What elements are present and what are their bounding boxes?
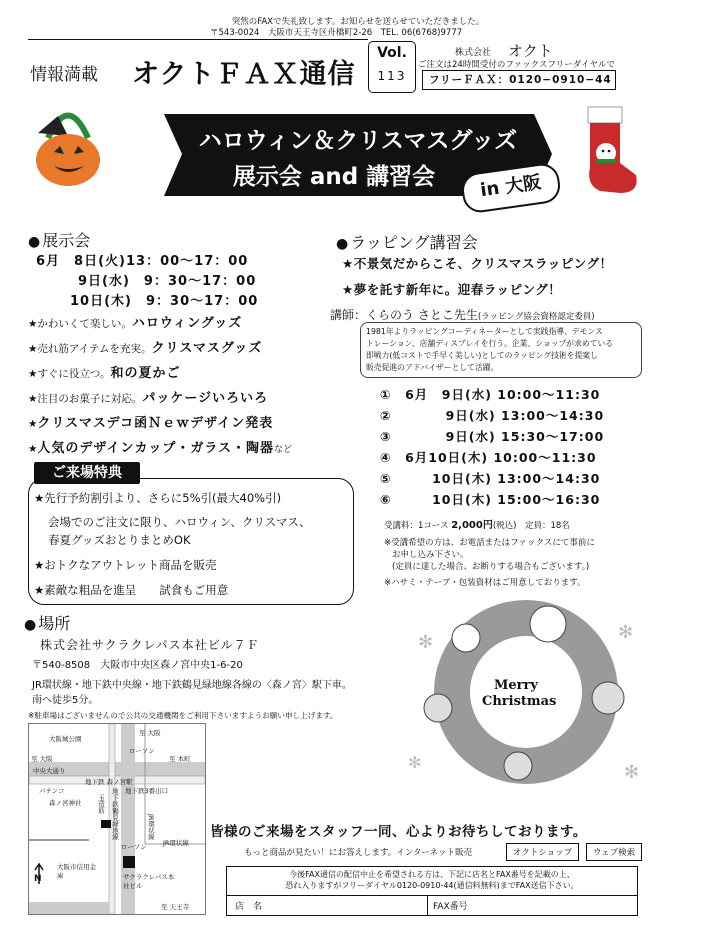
map-lawson-2: ローソン xyxy=(121,843,147,851)
session-6: ⑥ 10日(木) 15:00〜16:30 xyxy=(380,492,601,507)
wrapping-heading: ● ラッピング講習会 xyxy=(336,233,478,252)
header-address: 〒543-0024 大阪市天王寺区舟橋町2-26 TEL. 06(6768)9777 xyxy=(210,28,463,38)
session-3: ③ 9日(水) 15:30〜17:00 xyxy=(380,429,605,444)
note-2: お申し込み下さい。 xyxy=(392,550,469,560)
bio-line-4: 販売促進のアドバイザーとして活躍。 xyxy=(366,363,499,372)
venue-parking-note: ※駐車場はございませんので公共の交通機関をご利用下さいますようお願い申し上げます。 xyxy=(28,711,338,720)
wrapping-bullet-1: ★不景気だからこそ、クリスマスラッピング！ xyxy=(342,256,613,271)
volume-box xyxy=(368,41,416,93)
map-osakajo: 大阪城公園 xyxy=(49,735,82,743)
optout-line-1: 今後FAX通信の配信中止を希望される方は、下記に店名とFAX番号を記載の上、 xyxy=(289,870,575,879)
wrapping-bullet-2: ★夢を託す新年に。迎春ラッピング！ xyxy=(342,282,562,297)
venue-access-1: JR環状線・地下鉄中央線・地下鉄鶴見緑地線各線の〈森ノ宮〉駅下車。 xyxy=(32,680,352,691)
venue-name: 株式会社サクラクレパス本社ビル７Ｆ xyxy=(40,638,260,652)
note-1: ※受講希望の方は、お電話またはファックスにて事前に xyxy=(384,538,595,548)
map-pachinko: パチンコ xyxy=(39,787,65,795)
map-chuo-dori: 中央大通り xyxy=(33,767,66,775)
session-1: ① 6月 9日(水) 10:00〜11:30 xyxy=(380,387,601,402)
svg-text:✻: ✻ xyxy=(618,622,634,643)
fax-number-label: FAX番号 xyxy=(433,902,468,912)
map-shrine: 森ノ宮神社 xyxy=(49,799,82,807)
header-notice: 突然のFAXで失礼致します。お知らせを送らせていただきました。 xyxy=(231,17,485,27)
session-4: ④ 6月10日(木) 10:00〜11:30 xyxy=(380,450,597,465)
shop-name-label: 店 名 xyxy=(235,902,263,912)
map-metro-line: 地下鉄鶴見緑地線 xyxy=(111,788,119,840)
company-label: 株式会社 xyxy=(455,48,492,58)
net-note: もっと商品が見たい！にお答えします。インターネット販売 xyxy=(244,848,473,858)
exhibition-heading: ● 展示会 xyxy=(28,231,91,250)
map-osaka-dir: 至 大阪 xyxy=(139,729,161,737)
banner-line1: ハロウィン＆クリスマスグッズ xyxy=(198,128,518,154)
volume-number: 113 xyxy=(377,69,407,83)
schedule-day2: 9日(水) 9：30〜17：00 xyxy=(78,274,257,289)
note-4: ※ハサミ・テープ・包装資材はご用意しております。 xyxy=(384,578,586,588)
special-item-4: ★おトクなアウトレット商品を販売 xyxy=(34,558,217,572)
banner-badge: in 大阪 xyxy=(460,161,563,214)
svg-text:✻: ✻ xyxy=(624,762,640,783)
octo-shop-button[interactable]: オクトショップ xyxy=(506,843,579,861)
special-item-3: 春夏グッズおとりまとめOK xyxy=(48,533,191,547)
wreath-text-merry: Merry xyxy=(494,678,538,693)
banner-line2: 展示会 and 講習会 xyxy=(232,164,436,190)
optout-line-2: 恐れ入りますがフリーダイヤル0120-0910-44(通信料無料)までFAX送信下さい。 xyxy=(285,881,579,890)
bio-line-1: 1981年よりラッピングコーディネーターとして実践指導、デモンス xyxy=(366,327,603,336)
map-north-arrow: N xyxy=(34,874,42,884)
schedule-day1: 6月 8日(火)13：00〜17：00 xyxy=(36,254,249,269)
bio-line-3: 即戦力(低コストで手早く美しい)としてのラッピング技術を提案し xyxy=(366,351,598,360)
venue-address: 〒540-8508 大阪市中央区森ノ宮中央1-6-20 xyxy=(32,660,243,671)
newsletter-title: オクトＦＡＸ通信 xyxy=(132,59,356,90)
map-station: 地下鉄 森ノ宮駅 xyxy=(85,778,133,786)
special-item-1: ★先行予約割引より、さらに5%引(最大40%引) xyxy=(34,491,282,505)
map-tennoji: 至 天王寺 xyxy=(161,903,190,911)
svg-text:✻: ✻ xyxy=(408,753,422,772)
exhibit-bullet-1: ★かわいくて楽しい。ハロウィングッズ xyxy=(28,316,243,331)
optout-form xyxy=(226,866,638,916)
venue-heading: ● 場所 xyxy=(24,614,71,633)
closing-message: 皆様のご来場をスタッフ一同、心よりお待ちしております。 xyxy=(210,824,587,840)
map-jr-label: JR環状線 xyxy=(163,839,189,847)
special-item-5: ★素敵な粗品を進呈 試食もご用意 xyxy=(34,583,229,597)
svg-text:✻: ✻ xyxy=(418,632,434,653)
special-label: ご来場特典 xyxy=(34,462,140,484)
schedule-day3: 10日(木) 9：30〜17：00 xyxy=(70,294,259,309)
exhibit-bullet-5: ★クリスマスデコ函Ｎｅｗデザイン発表 xyxy=(28,416,274,431)
session-2: ② 9日(水) 13:00〜14:30 xyxy=(380,408,605,423)
note-3: (定員に達した場合、お断りする場合もございます。) xyxy=(392,562,590,572)
christmas-wreath-image xyxy=(398,588,650,793)
wreath-text-christmas: Christmas xyxy=(482,694,557,709)
map-lawson: ローソン xyxy=(129,747,155,755)
order-note: ご注文は24時間受付のファックスフリーダイヤルで xyxy=(418,60,615,70)
map-osaka-dir-west: 至 大阪 xyxy=(31,755,53,763)
map-tamatsukuri: 玉造筋 xyxy=(97,794,105,814)
instructor-line: 講師：くらのう さとこ先生(ラッピング協会資格認定委員) xyxy=(330,308,595,322)
exhibit-bullet-3: ★すぐに役立つ。和の夏かご xyxy=(28,366,181,381)
fax-number-field[interactable] xyxy=(489,896,633,913)
header-rule xyxy=(28,39,368,40)
session-5: ⑤ 10日(木) 13:00〜14:30 xyxy=(380,471,601,486)
web-search-button[interactable]: ウェブ検索 xyxy=(586,843,642,861)
map-honmachi: 至 本町 xyxy=(169,755,191,763)
access-map xyxy=(28,723,206,915)
exhibit-bullet-4: ★注目のお菓子に対応。パッケージいろいろ xyxy=(28,391,269,406)
pumpkin-basket-icon xyxy=(28,98,108,193)
company-name: オクト xyxy=(508,42,553,60)
map-jr-line: JR環状線 xyxy=(147,814,155,840)
free-fax-box: フリーＦＡＸ：0120−0910−44 xyxy=(422,70,616,90)
bio-line-2: トレーション、店舗ディスプレイを行う。企業、ショップが求めている xyxy=(366,339,614,348)
tagline: 情報満載 xyxy=(30,65,98,85)
exhibit-bullet-2: ★売れ筋アイテムを充実。クリスマスグッズ xyxy=(28,341,263,356)
map-bank: 大阪市信用金庫 xyxy=(57,863,96,880)
map-exit: 地下鉄3番出口 xyxy=(125,787,169,795)
volume-label: Vol. xyxy=(377,45,407,61)
map-sakura-building: サクラクレパス本社ビル xyxy=(123,873,175,890)
stocking-icon xyxy=(580,105,642,200)
fee-line: 受講料：1コース 2,000円(税込) 定員：18名 xyxy=(384,520,570,531)
shop-name-field[interactable] xyxy=(287,896,427,913)
venue-access-2: 南へ徒歩5分。 xyxy=(32,695,99,706)
exhibit-bullet-6: ★人気のデザインカップ・ガラス・陶器など xyxy=(28,441,293,456)
special-item-2: 会場でのご注文に限り、ハロウィン、クリスマス、 xyxy=(48,515,311,529)
